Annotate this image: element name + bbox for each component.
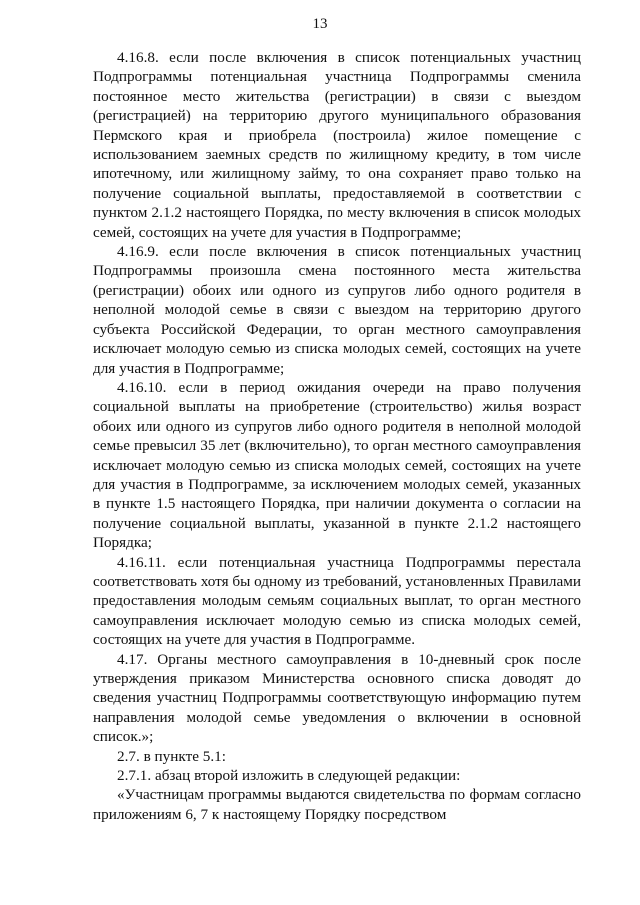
paragraph-4-16-8: 4.16.8. если после включения в список потенциальных участниц Подпрограммы потенциальная участница Подпрограммы сменила постоянное место жительства (регистрации) в связи с выездом (регистрацией) на территорию другого муниципального образования Пермского края и приобрела (построила) жилое помещение с использованием заемных средств по жилищному кредиту, в том числе ипотечному, или жилищному займу, то она сохраняет право только на получение социальной выплаты, предоставляемой в соответствии с пунктом 2.1.2 настоящего Порядка, по месту включения в список молодых семей, состоящих на учете для участия в Подпрограмме;: [93, 49, 581, 241]
paragraph-4-16-10: 4.16.10. если в период ожидания очереди на право получения социальной выплаты на приобретение (строительство) жилья возраст обоих или одного из супругов либо одного родителя в неполной молодой семье превысил 35 лет (включительно), то орган местного самоуправления исключает молодую семью из списка молодых семей, состоящих на учете для участия в Подпрограмме, за исключением молодых семей, указанных в пункте 1.5 настоящего Порядка, при наличии документа о согласии на получение социальной выплаты, указанной в пункте 2.1.2 настоящего Порядка;: [93, 378, 581, 552]
paragraph-quoted-text: «Участницам программы выдаются свидетельства по формам согласно приложениям 6, 7 к настоящему Порядку посредством: [93, 786, 581, 823]
document-body: [93, 48, 581, 824]
paragraph-4-16-11: 4.16.11. если потенциальная участница Подпрограммы перестала соответствовать хотя бы одному из требований, установленных Правилами предоставления молодым семьям социальных выплат, то орган местного самоуправления исключает молодую семью из списка молодых семей, состоящих на учете для участия в Подпрограмме.: [93, 553, 581, 649]
paragraph-4-16-9: 4.16.9. если после включения в список потенциальных участниц Подпрограммы произошла смена постоянного места жительства (регистрации) обоих или одного из супругов либо одного родителя в неполной молодой семье в связи с выездом на территорию другого субъекта Российской Федерации, то орган местного самоуправления исключает молодую семью из списка молодых семей, состоящих на учете для участия в Подпрограмме;: [93, 243, 581, 377]
paragraph-4-17: 4.17. Органы местного самоуправления в 10-дневный срок после утверждения приказом Министерства основного списка доводят до сведения участниц Подпрограммы соответствующую информацию путем направления молодой семье уведомления о включении в основной список.»;: [93, 650, 581, 746]
page-number: 13: [312, 16, 328, 32]
paragraph-2-7-1: 2.7.1. абзац второй изложить в следующей редакции:: [117, 767, 461, 785]
paragraph-2-7: 2.7. в пункте 5.1:: [117, 747, 226, 765]
